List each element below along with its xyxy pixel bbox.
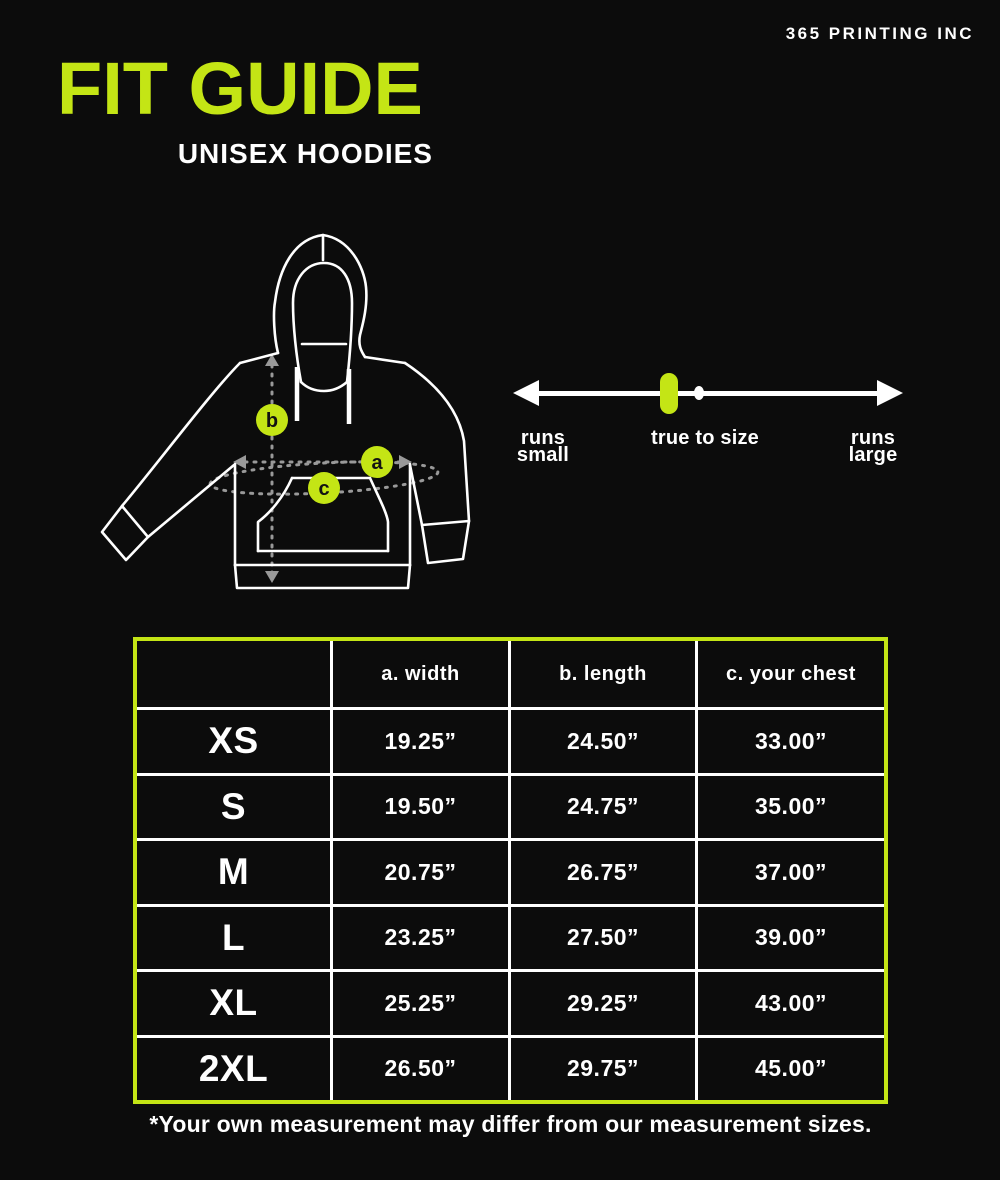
column-header-length: b. length <box>511 641 695 707</box>
page-subtitle: UNISEX HOODIES <box>177 138 433 169</box>
length-value-xs: 24.50” <box>511 710 695 773</box>
fit-scale <box>513 368 903 478</box>
size-label-2xl: 2XL <box>137 1038 330 1101</box>
length-value-m: 26.75” <box>511 841 695 904</box>
chest-value-xs: 33.00” <box>698 710 884 773</box>
size-label-s: S <box>137 776 330 839</box>
size-label-m: M <box>137 841 330 904</box>
length-value-l: 27.50” <box>511 907 695 970</box>
fit-scale-track <box>529 391 887 396</box>
scale-label-true-to-size: true to size <box>651 427 759 449</box>
point-label-b: b <box>265 410 279 432</box>
chest-value-2xl: 45.00” <box>698 1038 884 1101</box>
size-table <box>133 637 888 1104</box>
column-header-blank <box>137 641 330 707</box>
chest-value-s: 35.00” <box>698 776 884 839</box>
width-value-m: 20.75” <box>333 841 508 904</box>
point-label-c: c <box>318 478 330 500</box>
arrow-right-icon <box>877 380 903 406</box>
chest-value-l: 39.00” <box>698 907 884 970</box>
width-value-2xl: 26.50” <box>333 1038 508 1101</box>
point-badge-c <box>308 472 340 504</box>
scale-label-runs-large: runs large <box>848 427 898 466</box>
length-value-s: 24.75” <box>511 776 695 839</box>
fit-indicator-marker <box>660 373 678 414</box>
point-label-a: a <box>371 452 383 474</box>
column-header-width: a. width <box>333 641 508 707</box>
brand-name: 365 PRINTING INC <box>785 24 974 43</box>
column-header-chest: c. your chest <box>698 641 884 707</box>
page-title: FIT GUIDE <box>57 47 423 130</box>
scale-center-dot <box>694 386 704 400</box>
hoodie-diagram <box>100 215 500 615</box>
chest-value-xl: 43.00” <box>698 972 884 1035</box>
chest-value-m: 37.00” <box>698 841 884 904</box>
point-badge-a <box>361 446 393 478</box>
scale-label-runs-small: runs small <box>516 427 570 466</box>
length-value-2xl: 29.75” <box>511 1038 695 1101</box>
width-value-l: 23.25” <box>333 907 508 970</box>
length-value-xl: 29.25” <box>511 972 695 1035</box>
width-value-s: 19.50” <box>333 776 508 839</box>
footnote: *Your own measurement may differ from our measurement sizes. <box>149 1111 872 1137</box>
size-label-xs: XS <box>137 710 330 773</box>
size-label-l: L <box>137 907 330 970</box>
size-label-xl: XL <box>137 972 330 1035</box>
width-value-xl: 25.25” <box>333 972 508 1035</box>
point-badge-b <box>256 404 288 436</box>
width-value-xs: 19.25” <box>333 710 508 773</box>
